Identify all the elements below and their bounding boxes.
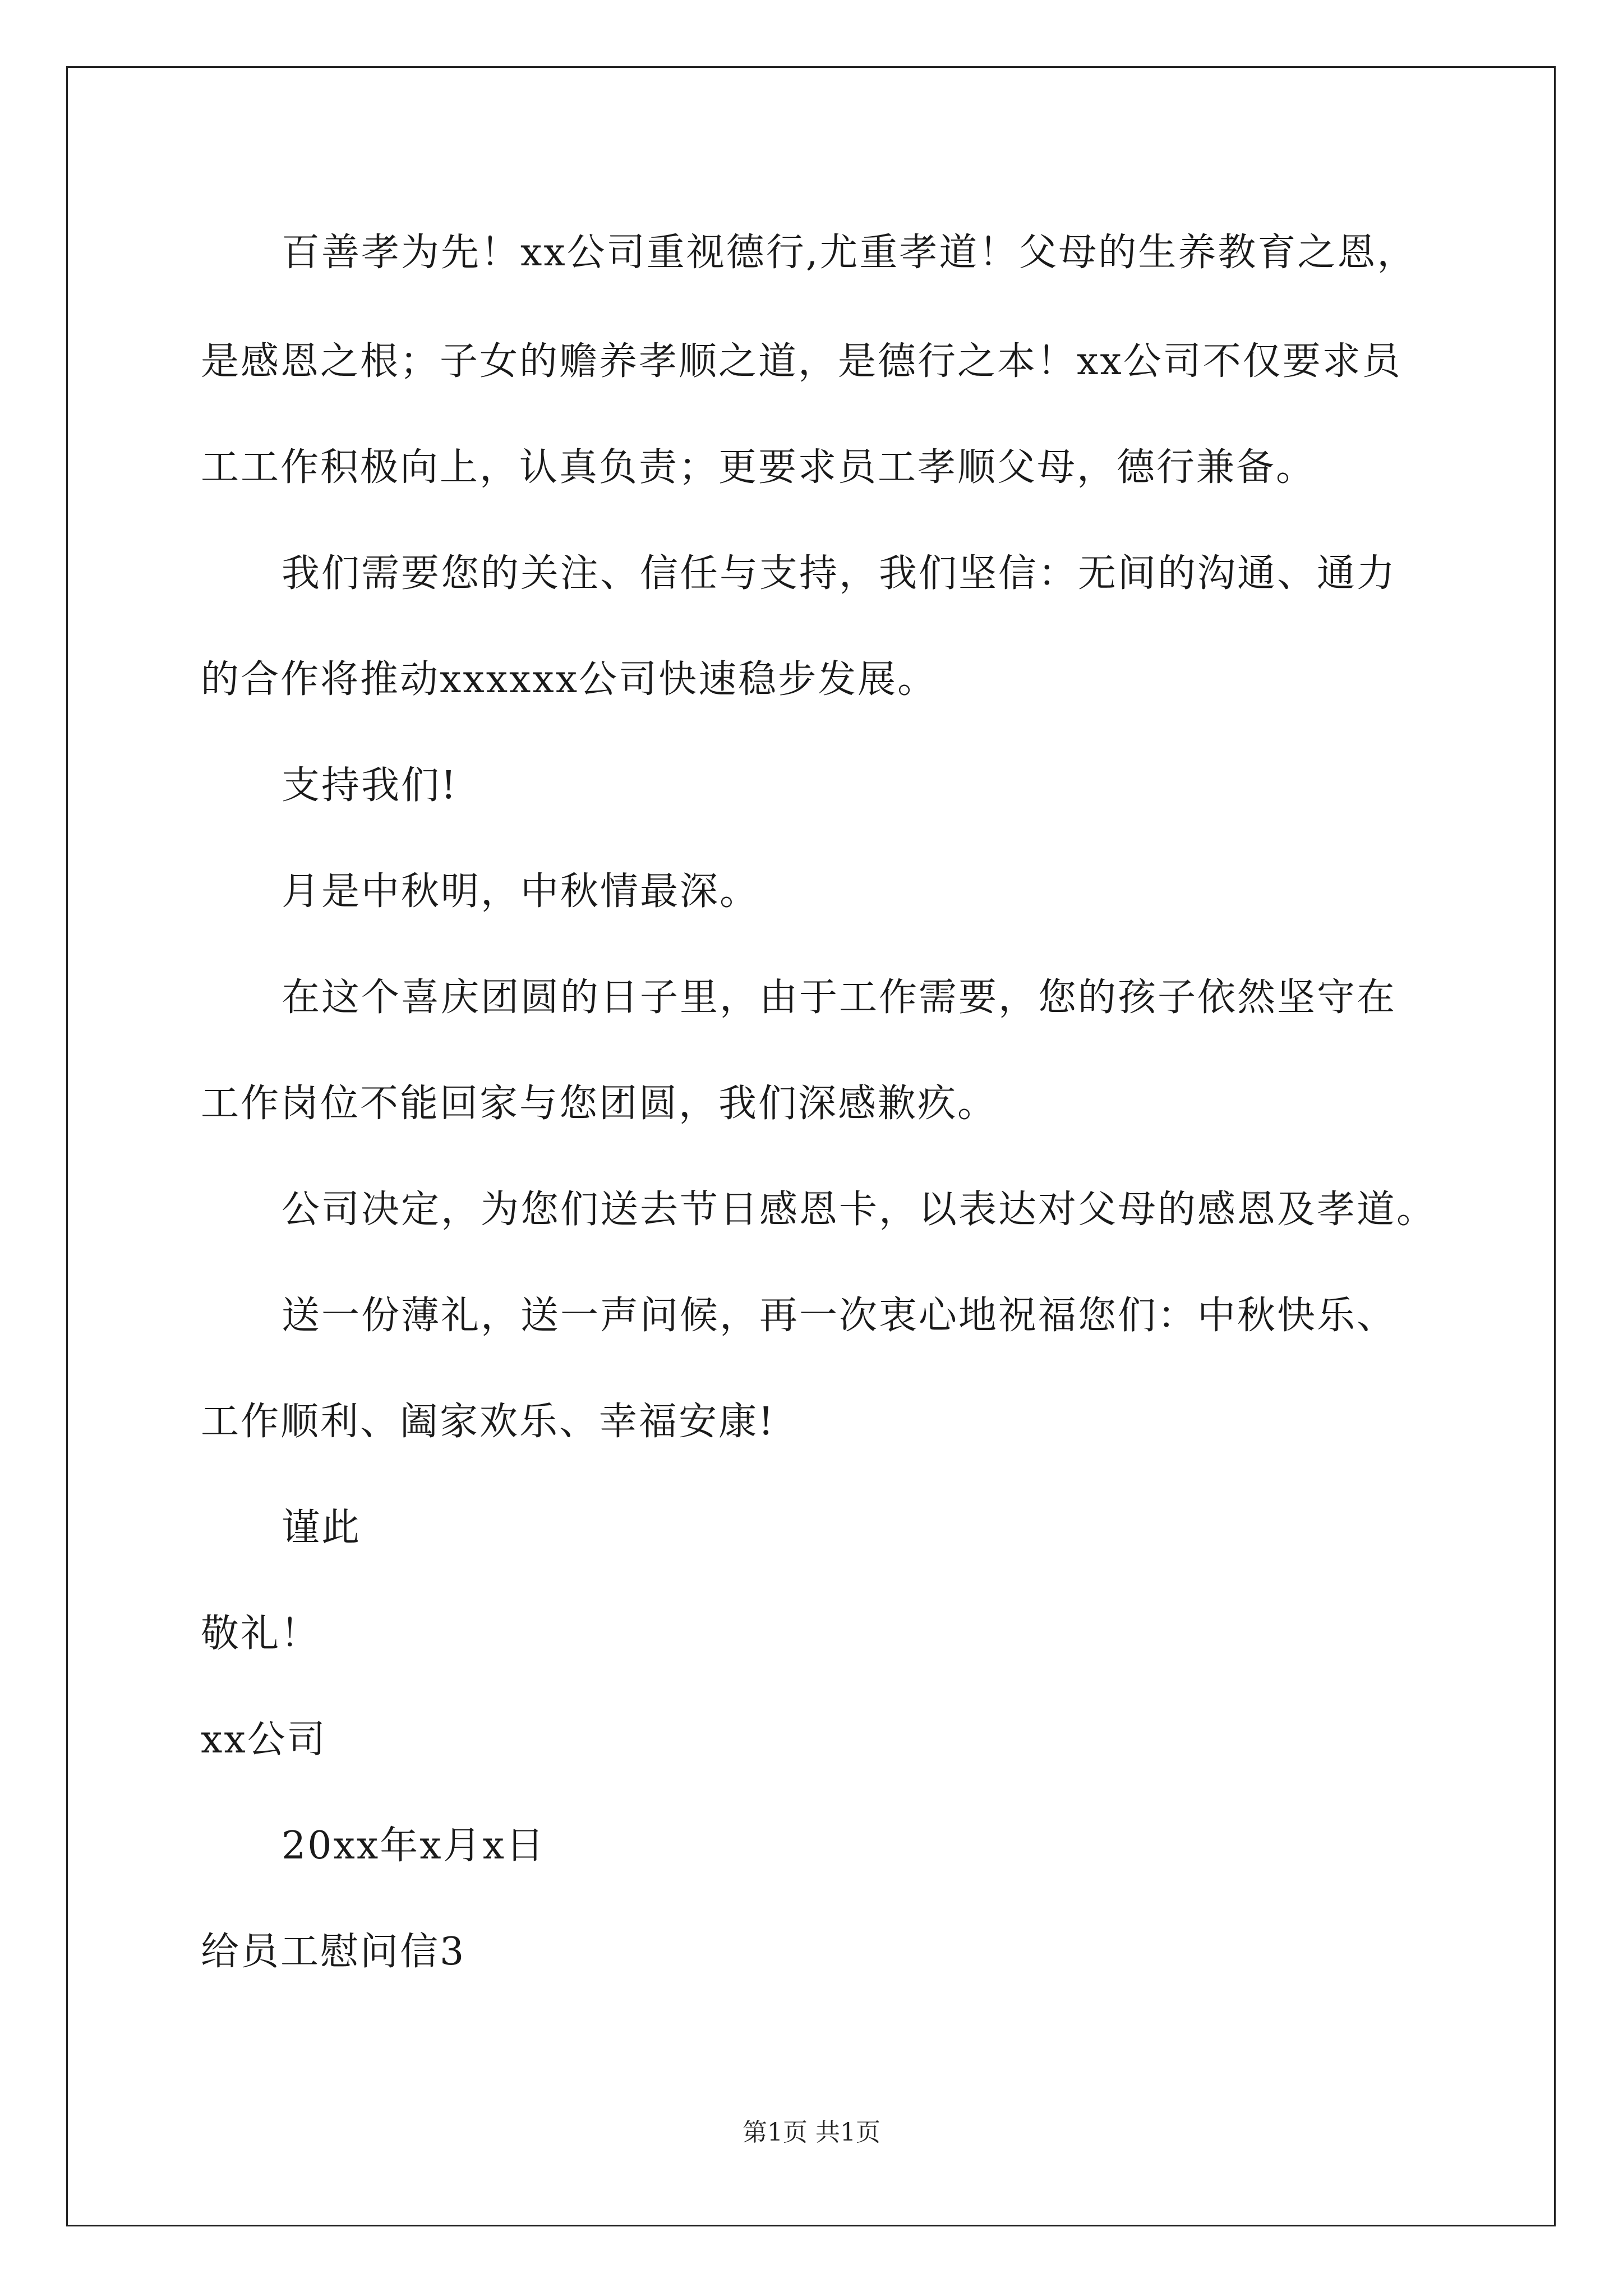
paragraph-line: 工工作积极向上，认真负责；更要求员工孝顺父母，德行兼备。 xyxy=(201,445,1316,490)
signature-date: 20xx年x月x日 xyxy=(282,1824,546,1868)
paragraph-line: 支持我们! xyxy=(282,763,458,808)
paragraph-line: 工作顺利、阖家欢乐、幸福安康! xyxy=(201,1400,776,1444)
paragraph-line: 月是中秋明，中秋情最深。 xyxy=(282,869,760,914)
paragraph-line: 公司决定，为您们送去节日感恩卡，以表达对父母的感恩及孝道。 xyxy=(282,1188,1437,1232)
paragraph-line: 我们需要您的关注、信任与支持，我们坚信：无间的沟通、通力 xyxy=(282,551,1397,596)
page-number: 第1页 共1页 xyxy=(743,2118,880,2147)
paragraph-line: 的合作将推动xxxxxx公司快速稳步发展。 xyxy=(201,657,938,702)
paragraph-line: 是感恩之根；子女的赡养孝顺之道，是德行之本！xx公司不仅要求员 xyxy=(201,339,1402,384)
page-border xyxy=(66,66,1556,2226)
paragraph-line: 在这个喜庆团圆的日子里，由于工作需要，您的孩子依然坚守在 xyxy=(282,976,1397,1020)
section-title: 给员工慰问信3 xyxy=(201,1930,466,1974)
closing-phrase: 谨此 xyxy=(282,1506,362,1550)
paragraph-line: 工作岗位不能回家与您团圆，我们深感歉疚。 xyxy=(201,1082,998,1126)
signature-company: xx公司 xyxy=(201,1718,327,1762)
paragraph-line: 百善孝为先！xx公司重视德行,尤重孝道！父母的生养教育之恩， xyxy=(282,231,1417,275)
salutation: 敬礼！ xyxy=(201,1612,321,1656)
paragraph-line: 送一份薄礼，送一声问候，再一次衷心地祝福您们：中秋快乐、 xyxy=(282,1294,1397,1338)
